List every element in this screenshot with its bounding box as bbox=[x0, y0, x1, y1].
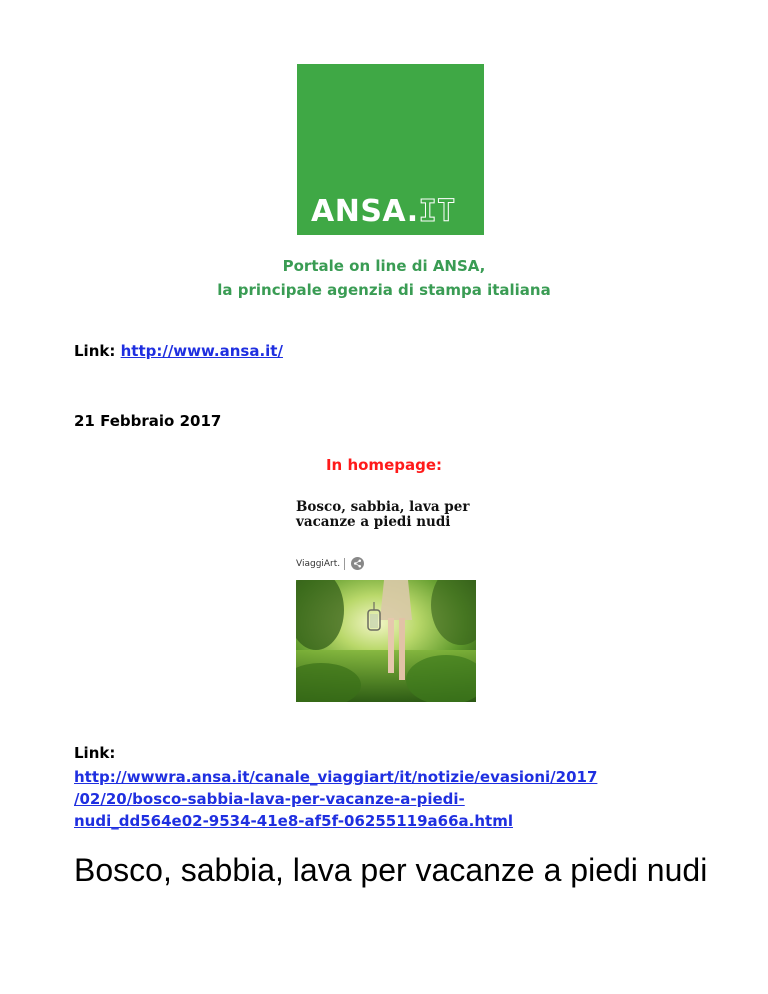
article-link-label: Link: bbox=[74, 744, 116, 762]
publication-date: 21 Febbraio 2017 bbox=[74, 412, 222, 430]
logo-wordmark bbox=[311, 194, 456, 229]
ansa-homepage-link[interactable]: http://www.ansa.it/ bbox=[120, 342, 283, 360]
tagline-line-2: la principale agenzia di stampa italiana bbox=[217, 281, 551, 299]
article-title: Bosco, sabbia, lava per vacanze a piedi nudi bbox=[74, 852, 708, 888]
meta-divider bbox=[344, 558, 345, 570]
forest-photo bbox=[296, 580, 476, 702]
thumbnail-meta bbox=[296, 557, 364, 570]
share-icon[interactable] bbox=[351, 557, 364, 570]
logo-suffix: IT bbox=[418, 194, 456, 229]
in-homepage-label: In homepage: bbox=[325, 456, 443, 474]
homepage-article-thumbnail[interactable] bbox=[296, 500, 476, 704]
thumbnail-source: ViaggiArt. bbox=[296, 558, 341, 569]
article-link-line-1[interactable]: http://wwwra.ansa.it/canale_viaggiart/it/notizie/evasioni/2017 bbox=[74, 768, 598, 786]
article-link-line-2[interactable]: /02/20/bosco-sabbia-lava-per-vacanze-a-piedi- bbox=[74, 790, 465, 808]
thumbnail-headline: Bosco, sabbia, lava per vacanze a piedi nudi bbox=[296, 499, 470, 530]
logo-brand: ANSA bbox=[311, 194, 407, 229]
homepage-link-row bbox=[74, 342, 283, 360]
ansa-logo bbox=[297, 64, 484, 235]
article-link[interactable] bbox=[74, 766, 714, 832]
tagline-line-1: Portale on line di ANSA, bbox=[282, 257, 486, 275]
article-link-line-3[interactable]: nudi_dd564e02-9534-41e8-af5f-06255119a66a.html bbox=[74, 812, 513, 830]
link-label: Link: bbox=[74, 342, 116, 360]
logo-dot: . bbox=[406, 194, 419, 229]
